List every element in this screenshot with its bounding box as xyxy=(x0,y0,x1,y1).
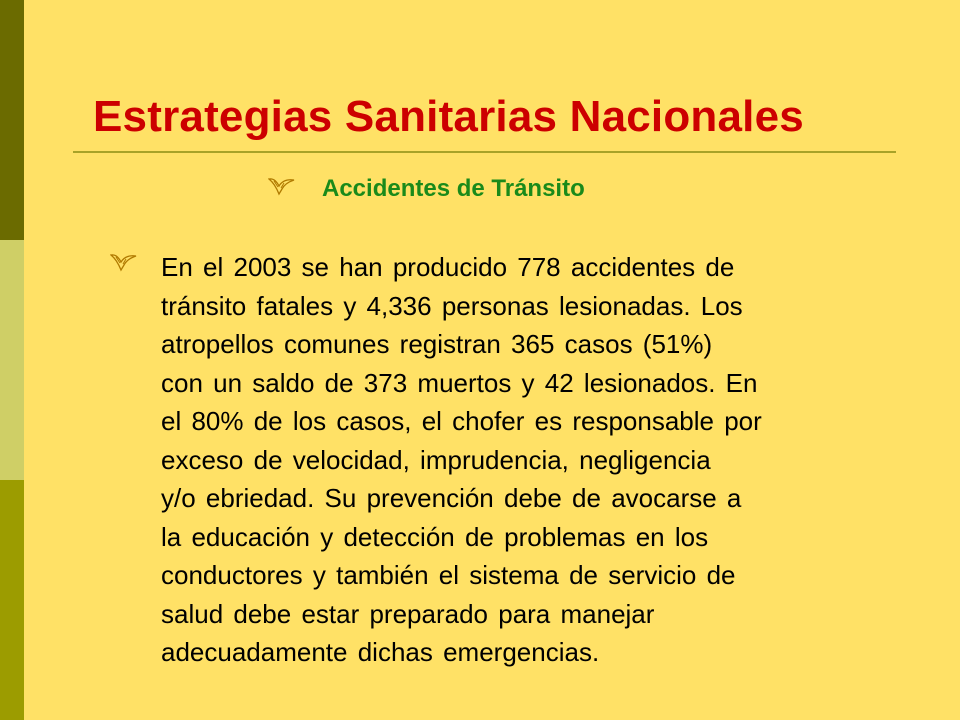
title-divider xyxy=(73,151,896,153)
dove-bullet-icon xyxy=(110,252,138,272)
paragraph-line: y/o ebriedad. Su prevención debe de avocarse a xyxy=(161,483,742,513)
paragraph-line: conductores y también el sistema de servicio de xyxy=(161,560,736,590)
body-paragraph xyxy=(161,248,881,672)
slide-title: Estrategias Sanitarias Nacionales xyxy=(93,92,804,141)
dove-bullet-icon xyxy=(268,176,296,196)
side-bar-bottom xyxy=(0,480,24,720)
paragraph-line: En el 2003 se han producido 778 accidentes de xyxy=(161,252,735,282)
paragraph-line: la educación y detección de problemas en los xyxy=(161,521,709,552)
paragraph-line: tránsito fatales y 4,336 personas lesionadas. Los xyxy=(161,290,743,321)
paragraph-line: atropellos comunes registran 365 casos (51%) xyxy=(161,329,713,359)
side-bar-top xyxy=(0,0,24,240)
paragraph-line: el 80% de los casos, el chofer es responsable por xyxy=(161,406,762,436)
side-bar-middle xyxy=(0,240,24,480)
paragraph-line: adecuadamente dichas emergencias. xyxy=(161,637,600,667)
slide-subtitle: Accidentes de Tránsito xyxy=(322,175,585,202)
paragraph-line: exceso de velocidad, imprudencia, negligencia xyxy=(161,444,711,475)
paragraph-line: salud debe estar preparado para manejar xyxy=(161,598,655,629)
paragraph-line: con un saldo de 373 muertos y 42 lesionados. En xyxy=(161,367,758,398)
